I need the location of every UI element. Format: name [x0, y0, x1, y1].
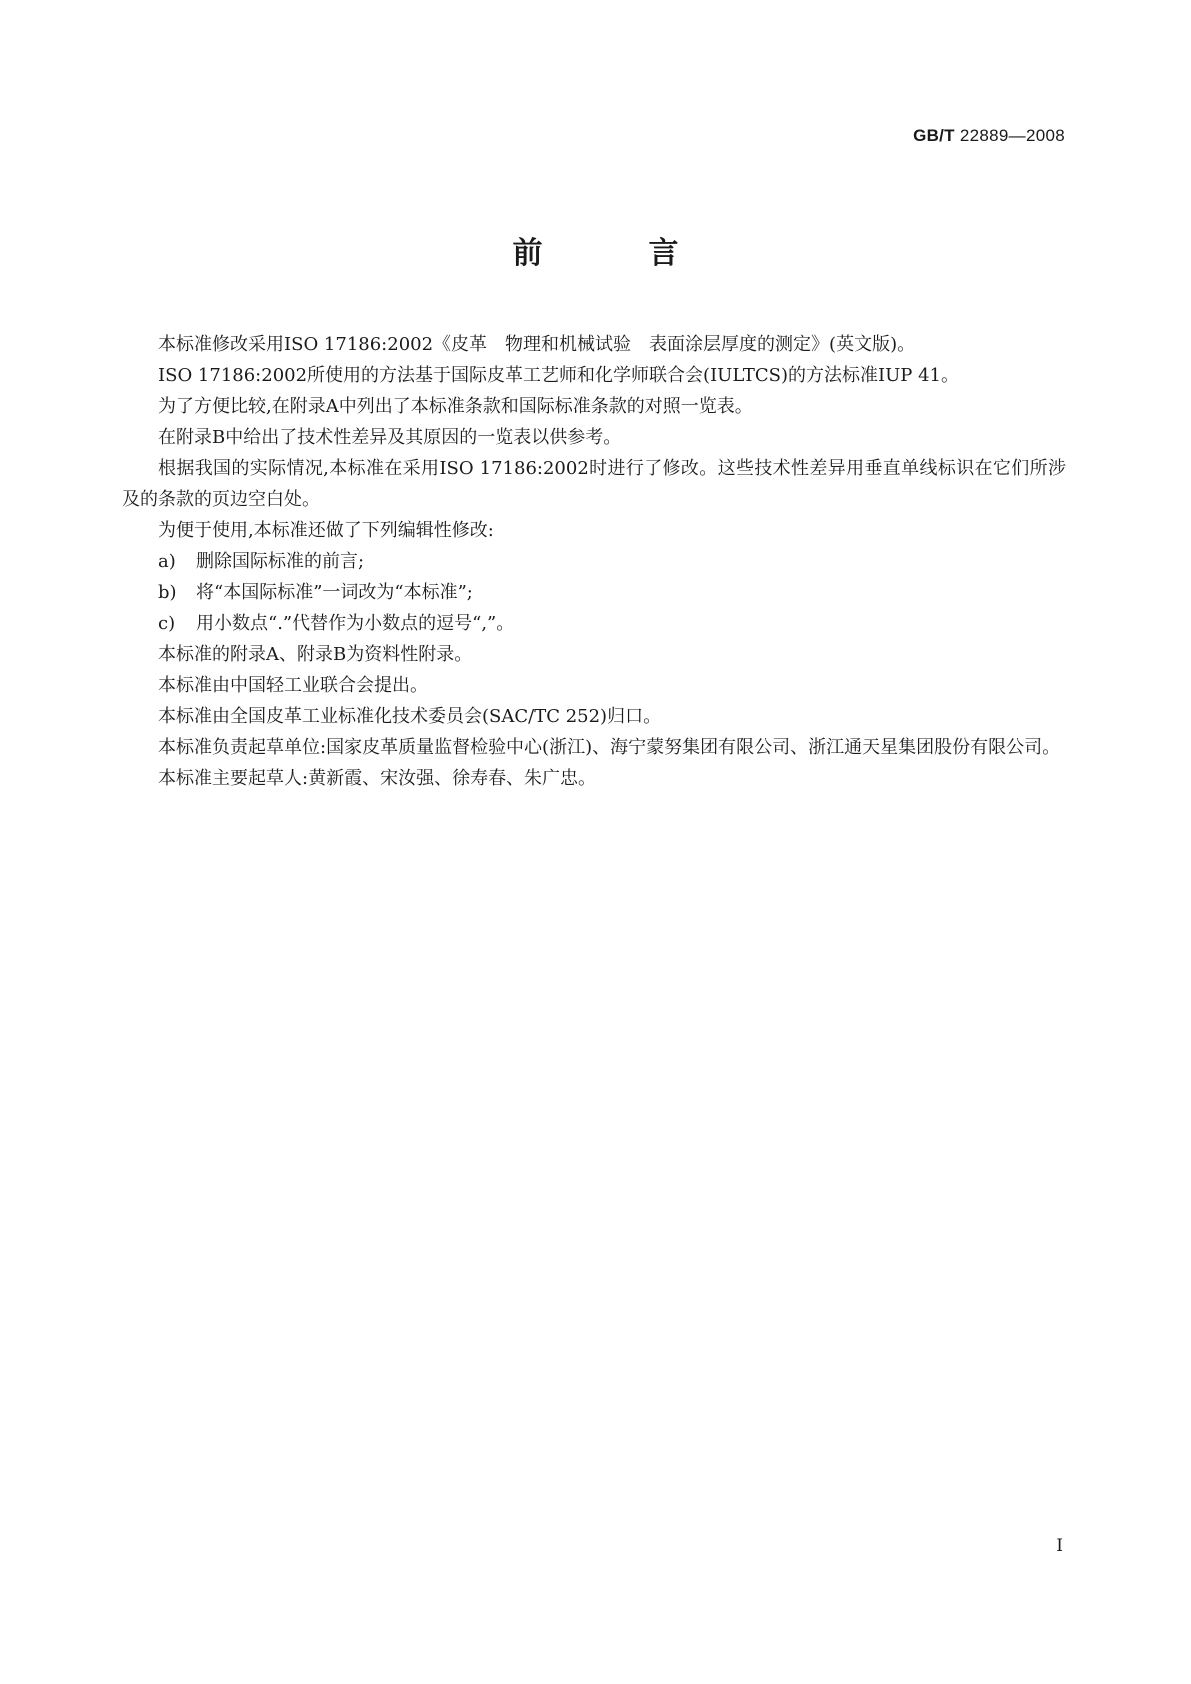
list-item [122, 546, 1066, 577]
paragraph-proposer: 本标准由中国轻工业联合会提出。 [158, 675, 428, 696]
page-number: I [1056, 1536, 1063, 1556]
standard-code-number: 22889—2008 [959, 126, 1065, 145]
paragraph-annex-a: 为了方便比较,在附录A中列出了本标准条款和国际标准条款的对照一览表。 [158, 396, 753, 417]
foreword-body [122, 329, 1066, 794]
page-title: 前 言 [512, 236, 717, 271]
list-marker: a) [158, 551, 176, 572]
paragraph-adoption: 本标准修改采用ISO 17186:2002《皮革 物理和机械试验 表面涂层厚度的测定》(英文版)。 [158, 334, 916, 355]
paragraph-drafting-units: 本标准负责起草单位:国家皮革质量监督检验中心(浙江)、海宁蒙努集团有限公司、浙江通天星集团股份有限公司。 [158, 737, 1061, 758]
list-item [122, 608, 1066, 639]
list-text: 删除国际标准的前言; [196, 551, 365, 572]
paragraph-editorial-intro: 为便于使用,本标准还做了下列编辑性修改: [158, 520, 494, 541]
standard-code [913, 126, 1065, 146]
paragraph-annex-type: 本标准的附录A、附录B为资料性附录。 [158, 644, 473, 665]
list-marker: c) [158, 613, 176, 634]
paragraph-drafters: 本标准主要起草人:黄新霞、宋汝强、徐寿春、朱广忠。 [158, 768, 597, 789]
list-marker: b) [158, 582, 177, 603]
paragraph-method-basis: ISO 17186:2002所使用的方法基于国际皮革工艺师和化学师联合会(IULTCS)的方法标准IUP 41。 [158, 365, 959, 386]
list-text: 将“本国际标准”一词改为“本标准”; [196, 582, 473, 603]
paragraph-annex-b: 在附录B中给出了技术性差异及其原因的一览表以供参考。 [158, 427, 622, 448]
standard-code-prefix: GB/T [913, 126, 955, 145]
paragraph-committee: 本标准由全国皮革工业标准化技术委员会(SAC/TC 252)归口。 [158, 706, 662, 727]
list-item [122, 577, 1066, 608]
list-text: 用小数点“.”代替作为小数点的逗号“,”。 [196, 613, 515, 634]
paragraph-modifications: 根据我国的实际情况,本标准在采用ISO 17186:2002时进行了修改。这些技术性差异用垂直单线标识在它们所涉及的条款的页边空白处。 [122, 458, 1066, 510]
